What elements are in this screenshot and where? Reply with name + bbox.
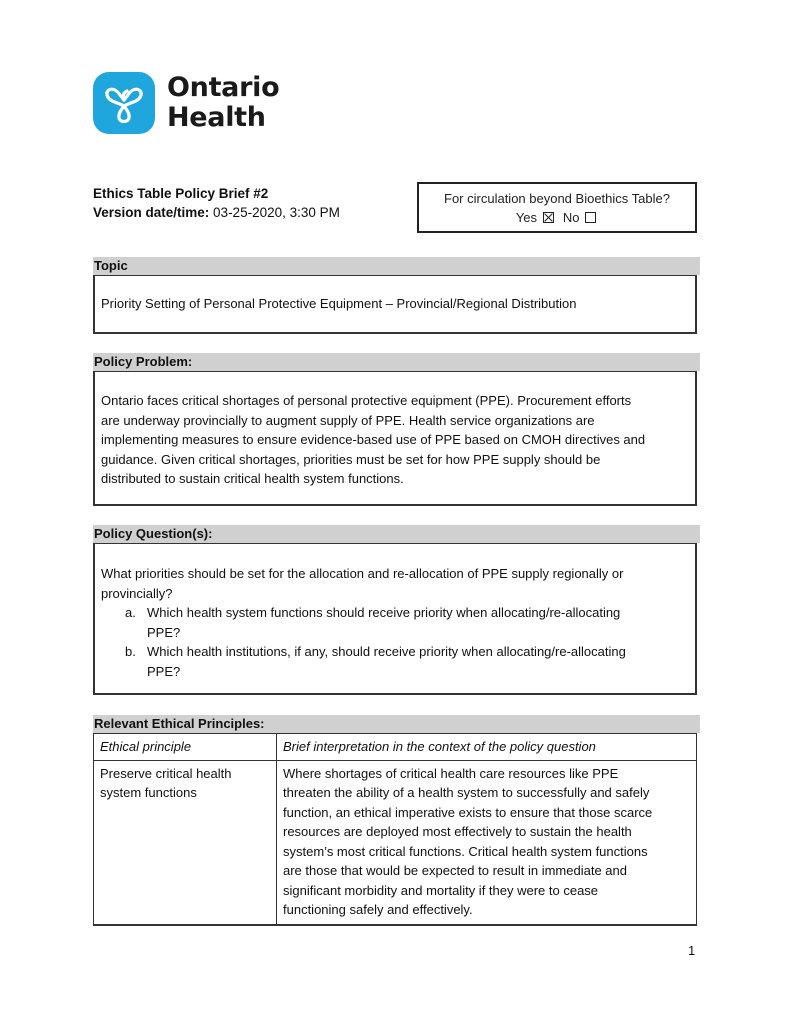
brief-header: [93, 184, 340, 222]
section-header: Policy Problem:: [93, 353, 700, 371]
sub-question-line: PPE?: [147, 624, 181, 640]
topic-section: [93, 257, 700, 334]
sub-question-line: Which health institutions, if any, should receive priority when allocating/re-allocating: [147, 644, 626, 659]
principle-line: system functions: [100, 785, 197, 800]
question-intro-line: provincially?: [101, 585, 173, 601]
circulation-box: [417, 182, 697, 233]
circulation-question: For circulation beyond Bioethics Table?: [444, 191, 670, 206]
column-header: Ethical principle: [94, 734, 277, 761]
version-label: Version date/time:: [93, 205, 210, 220]
interpretation-line: are those that would be expected to result in immediate and: [283, 863, 627, 878]
topic-box: [93, 275, 697, 334]
principle-cell: [94, 760, 277, 925]
topic-text: Priority Setting of Personal Protective Equipment – Provincial/Regional Distribution: [101, 296, 577, 311]
ontario-health-logo: [93, 72, 279, 134]
problem-line: implementing measures to ensure evidence-based use of PPE based on CMOH directives and: [101, 432, 646, 447]
sub-question-label: b.: [125, 644, 136, 659]
problem-line: guidance. Given critical shortages, priorities must be set for how PPE supply should be: [101, 451, 601, 467]
sub-question-label: a.: [125, 605, 136, 620]
section-header: Policy Question(s):: [93, 525, 700, 543]
yes-checkbox[interactable]: [543, 212, 554, 223]
section-header: Topic: [93, 257, 700, 275]
table-header-row: [94, 734, 697, 761]
sub-question-item: [125, 603, 689, 642]
table-row: [94, 760, 697, 925]
problem-line: are underway provincially to augment supply of PPE. Health service organizations are: [101, 412, 595, 428]
interpretation-line: resources are deployed most effectively to sustain the health: [283, 824, 632, 839]
yes-label: Yes: [515, 210, 538, 225]
sub-question-line: Which health system functions should receive priority when allocating/re-allocating: [147, 605, 621, 620]
policy-problem-box: [93, 371, 697, 506]
no-checkbox[interactable]: [585, 212, 596, 223]
interpretation-cell: [277, 760, 697, 925]
principle-line: Preserve critical health: [100, 765, 232, 781]
logo-line-2: Health: [167, 102, 266, 133]
logo-line-1: Ontario: [167, 72, 280, 103]
brief-title: Ethics Table Policy Brief #2: [93, 186, 269, 201]
no-label: No: [562, 210, 580, 225]
sub-question-line: PPE?: [147, 663, 181, 679]
problem-line: distributed to sustain critical health system functions.: [101, 471, 404, 486]
policy-questions-box: [93, 543, 697, 695]
logo-wordmark: [167, 73, 279, 133]
interpretation-line: threaten the ability of a health system to successfully and safely: [283, 785, 650, 800]
section-header: Relevant Ethical Principles:: [93, 715, 700, 733]
policy-questions-section: [93, 525, 700, 695]
ethical-principles-section: [93, 715, 700, 926]
policy-problem-section: [93, 353, 700, 506]
problem-line: Ontario faces critical shortages of personal protective equipment (PPE). Procurement efforts: [101, 393, 632, 408]
principles-table: [93, 733, 697, 926]
interpretation-line: significant morbidity and mortality if they were to cease: [283, 882, 599, 898]
version-line: [93, 203, 340, 222]
interpretation-line: system’s most critical functions. Critical health system functions: [283, 843, 648, 859]
sub-question-item: [125, 642, 689, 681]
column-header: Brief interpretation in the context of the policy question: [277, 734, 697, 761]
version-value: 03-25-2020, 3:30 PM: [209, 205, 340, 220]
interpretation-line: functioning safely and effectively.: [283, 902, 473, 917]
ontario-trillium-icon: [93, 72, 155, 134]
interpretation-line: Where shortages of critical health care resources like PPE: [283, 765, 619, 781]
interpretation-line: function, an ethical imperative exists to ensure that those scarce: [283, 804, 653, 820]
sub-question-list: [101, 603, 689, 681]
circulation-options: [419, 208, 695, 227]
page-number: 1: [688, 943, 696, 958]
question-intro-line: What priorities should be set for the allocation and re-allocation of PPE supply regionally or: [101, 566, 624, 581]
